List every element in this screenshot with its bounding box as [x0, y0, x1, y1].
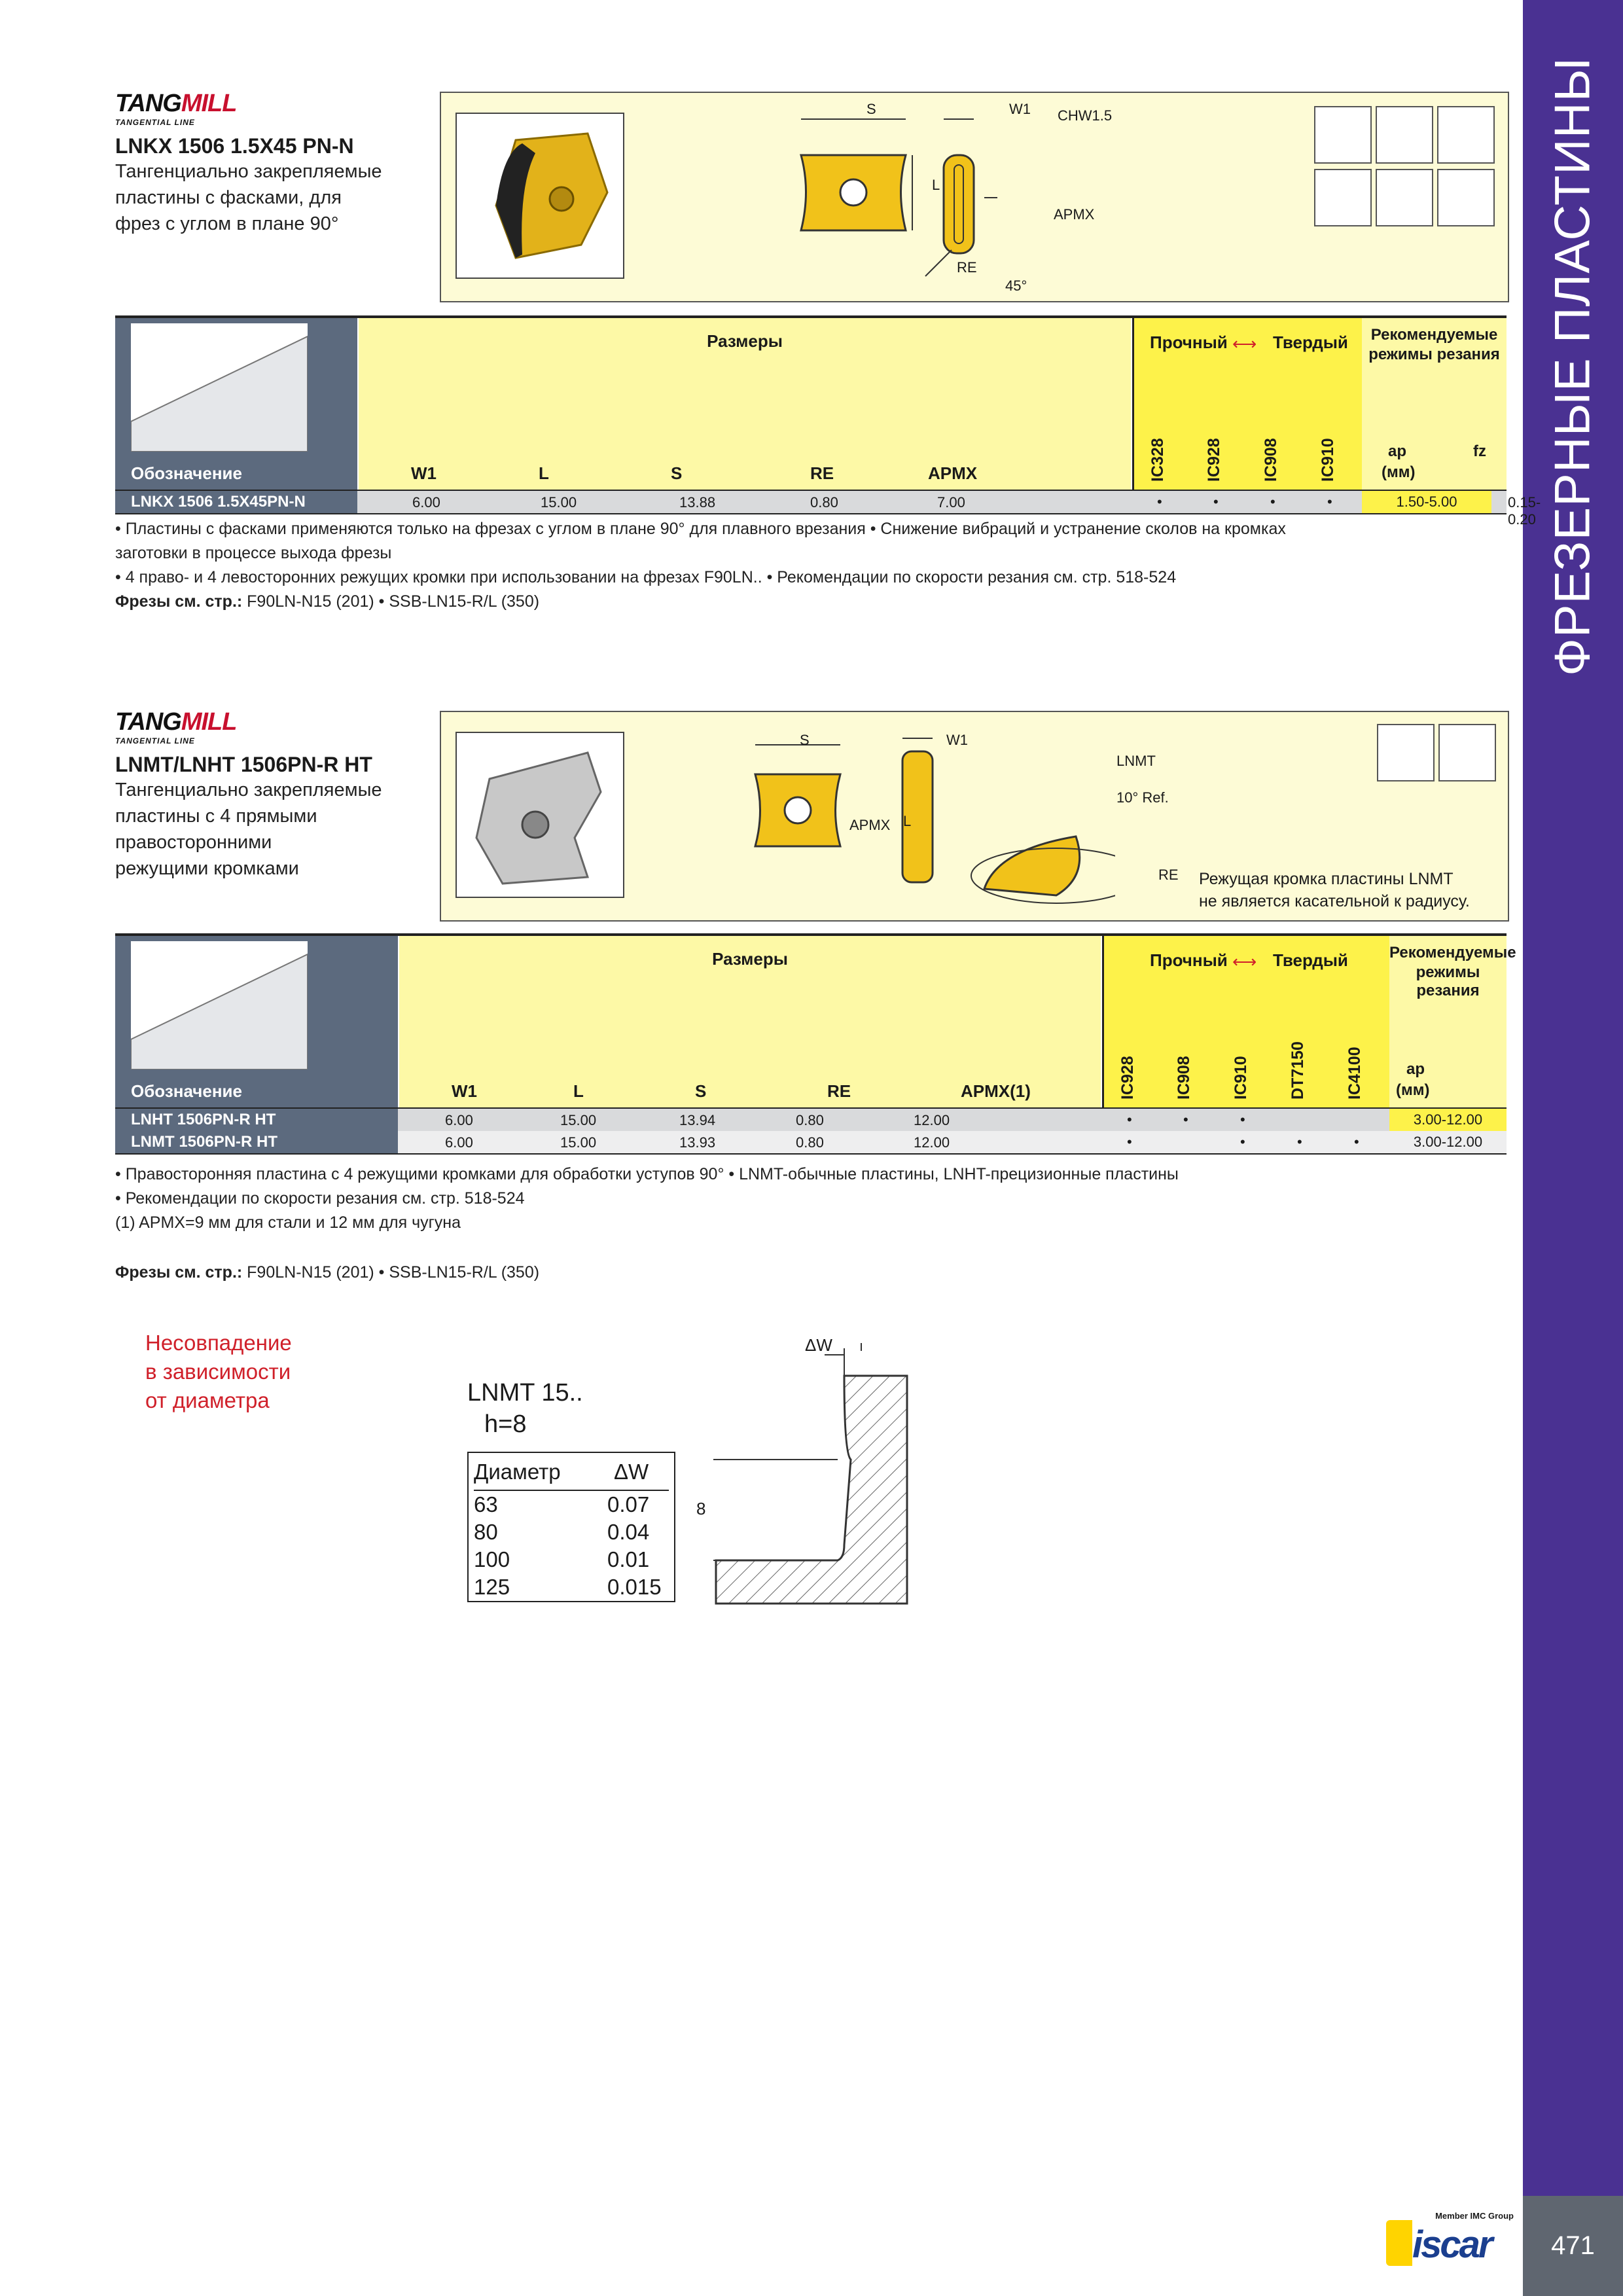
dimensions-header: Размеры W1 L S RE APMX — [359, 318, 1131, 490]
table-row: LNHT 1506PN-R HT 6.00 15.00 13.94 0.80 12.00 • • • 3.00-12.00 — [115, 1109, 1507, 1131]
mismatch-label: LNMT 15.. h=8 — [467, 1379, 583, 1438]
insert-photo — [455, 113, 624, 279]
dim-chw-label: CHW1.5 — [1058, 107, 1113, 124]
table-row: LNKX 1506 1.5X45PN-N 6.00 15.00 13.88 0.80 7.00 • • • • 1.50-5.00 0.15-0.20 — [115, 491, 1507, 513]
section1-notes: • Пластины с фасками применяются только на фрезах с углом в плане 90° для плавного врезания • Снижение вибраций и устранение сколов на кромках заготовки в процессе выхода фрезы • 4 право- и 4 левосторонних режущих кромки при использовании на фрезах F90LN.. • Рекомендации по скорости резания см. стр. 518-524 Фрезы см. стр.: F90LN-N15 (201) • SSB-LN15-R/L (350) — [115, 520, 1286, 611]
dim-apmx-label: APMX — [1054, 206, 1095, 223]
shoulder-milling-icon — [1377, 724, 1435, 781]
double-arrow-icon: ⟷ — [1232, 952, 1257, 971]
dim-w1-label-2: W1 — [946, 732, 968, 748]
dim-s-label: S — [866, 101, 876, 117]
dim-re-label-2: RE — [1158, 867, 1179, 883]
pocketing-icon — [1437, 169, 1495, 226]
ramping-icon — [1314, 169, 1372, 226]
insert-photo-graphic — [457, 114, 623, 278]
dim-apmx-label-2: APMX — [849, 817, 891, 833]
insert-drawing-panel-2 — [440, 711, 1509, 922]
shoulder-milling-icon — [1376, 106, 1433, 164]
table-row: LNMT 1506PN-R HT 6.00 15.00 13.93 0.80 12.00 • • • • 3.00-12.00 — [115, 1131, 1507, 1153]
mismatch-warning: Несовпадение в зависимости от диаметра — [145, 1331, 292, 1412]
spec-table-2 — [115, 933, 1516, 1162]
dim-l-label: L — [932, 177, 940, 193]
tangmill-logo: TANGMILL TANGENTIAL LINE — [115, 90, 237, 127]
face-milling-icon — [1314, 106, 1372, 164]
product-title: LNKX 1506 1.5X45 PN-N — [115, 134, 354, 158]
dimensions-header-2: Размеры W1 L S RE APMX(1) — [399, 936, 1101, 1107]
shoulder-section-view — [713, 1335, 929, 1610]
insert-drawing-panel — [440, 92, 1509, 302]
iscar-wordmark: iscar — [1412, 2223, 1491, 2266]
iscar-swoosh-icon — [1386, 2220, 1412, 2266]
grades-header-2: Прочный ⟷ Твердый IC928 IC908 IC910 DT7150 IC4100 — [1102, 936, 1391, 1107]
sidebar-title: ФРЕЗЕРНЫЕ ПЛАСТИНЫ — [1544, 57, 1601, 676]
mismatch-table: Диаметр ΔW 63 0.07 80 0.04 100 0.01 125 0.015 — [467, 1452, 675, 1602]
dim-angle-label: 45° — [1005, 278, 1027, 294]
spec-table-1 — [115, 315, 1541, 528]
dim-re-label: RE — [957, 259, 977, 276]
slot-milling-icon — [1438, 724, 1496, 781]
ref-angle-label: 10° Ref. — [1116, 789, 1169, 806]
shoulder-profile-icon — [131, 323, 308, 452]
member-imc-label: Member IMC Group — [1435, 2211, 1514, 2221]
section2-cutters: Фрезы см. стр.: F90LN-N15 (201) • SSB-LN15-R/L (350) — [115, 1263, 540, 1282]
dim-s-label-2: S — [800, 732, 810, 748]
iscar-logo — [1386, 2211, 1514, 2270]
delta-w-label: ΔW — [805, 1335, 832, 1355]
dim-w1-label: W1 — [1009, 101, 1031, 117]
section2-notes: • Правосторонняя пластина с 4 режущими кромками для обработки уступов 90° • LNMT-обычные пластины, LNHT-прецизионные пластины • Рекомендации по скорости резания см. стр. 518-524 (1) APMX=9 мм для стали и 12 мм для чугуна — [115, 1165, 1179, 1232]
recommended-header-2: Рекомендуемые режимы резания ap (мм) — [1389, 936, 1507, 1107]
insert-photo-2 — [455, 732, 624, 898]
plunging-icon — [1376, 169, 1433, 226]
application-icons-2 — [1377, 724, 1501, 783]
insert-front-view — [794, 99, 1069, 296]
grades-header: Прочный ⟷ Твердый IC328 IC928 IC908 IC910 — [1132, 318, 1364, 490]
insert-photo-graphic-2 — [457, 733, 623, 897]
product-description-2: Тангенциально закрепляемые пластины с 4 прямыми правосторонними режущими кромками — [115, 780, 382, 879]
page-number: 471 — [1523, 2196, 1623, 2296]
lnmt-label: LNMT — [1116, 753, 1156, 769]
dim-l-label-2: L — [903, 813, 912, 829]
product-description: Тангенциально закрепляемые пластины с фасками, для фрез с углом в плане 90° — [115, 161, 382, 234]
insert-front-view-2 — [749, 725, 1115, 915]
height-label: 8 — [696, 1499, 706, 1518]
designation-header-2: Обозначение — [115, 936, 398, 1107]
product-title-2: LNMT/LNHT 1506PN-R HT — [115, 753, 372, 776]
recommended-header: Рекомендуемые режимы резания ap (мм) fz — [1362, 318, 1507, 490]
shoulder-profile-icon-2 — [131, 941, 308, 1069]
tangmill-logo-2: TANGMILL TANGENTIAL LINE — [115, 708, 237, 745]
double-arrow-icon: ⟷ — [1232, 334, 1257, 353]
edge-caption: Режущая кромка пластины LNMT не является касательной к радиусу. — [1199, 870, 1470, 910]
designation-header: Обозначение — [115, 318, 357, 490]
slot-milling-icon — [1437, 106, 1495, 164]
application-icons — [1314, 106, 1500, 225]
